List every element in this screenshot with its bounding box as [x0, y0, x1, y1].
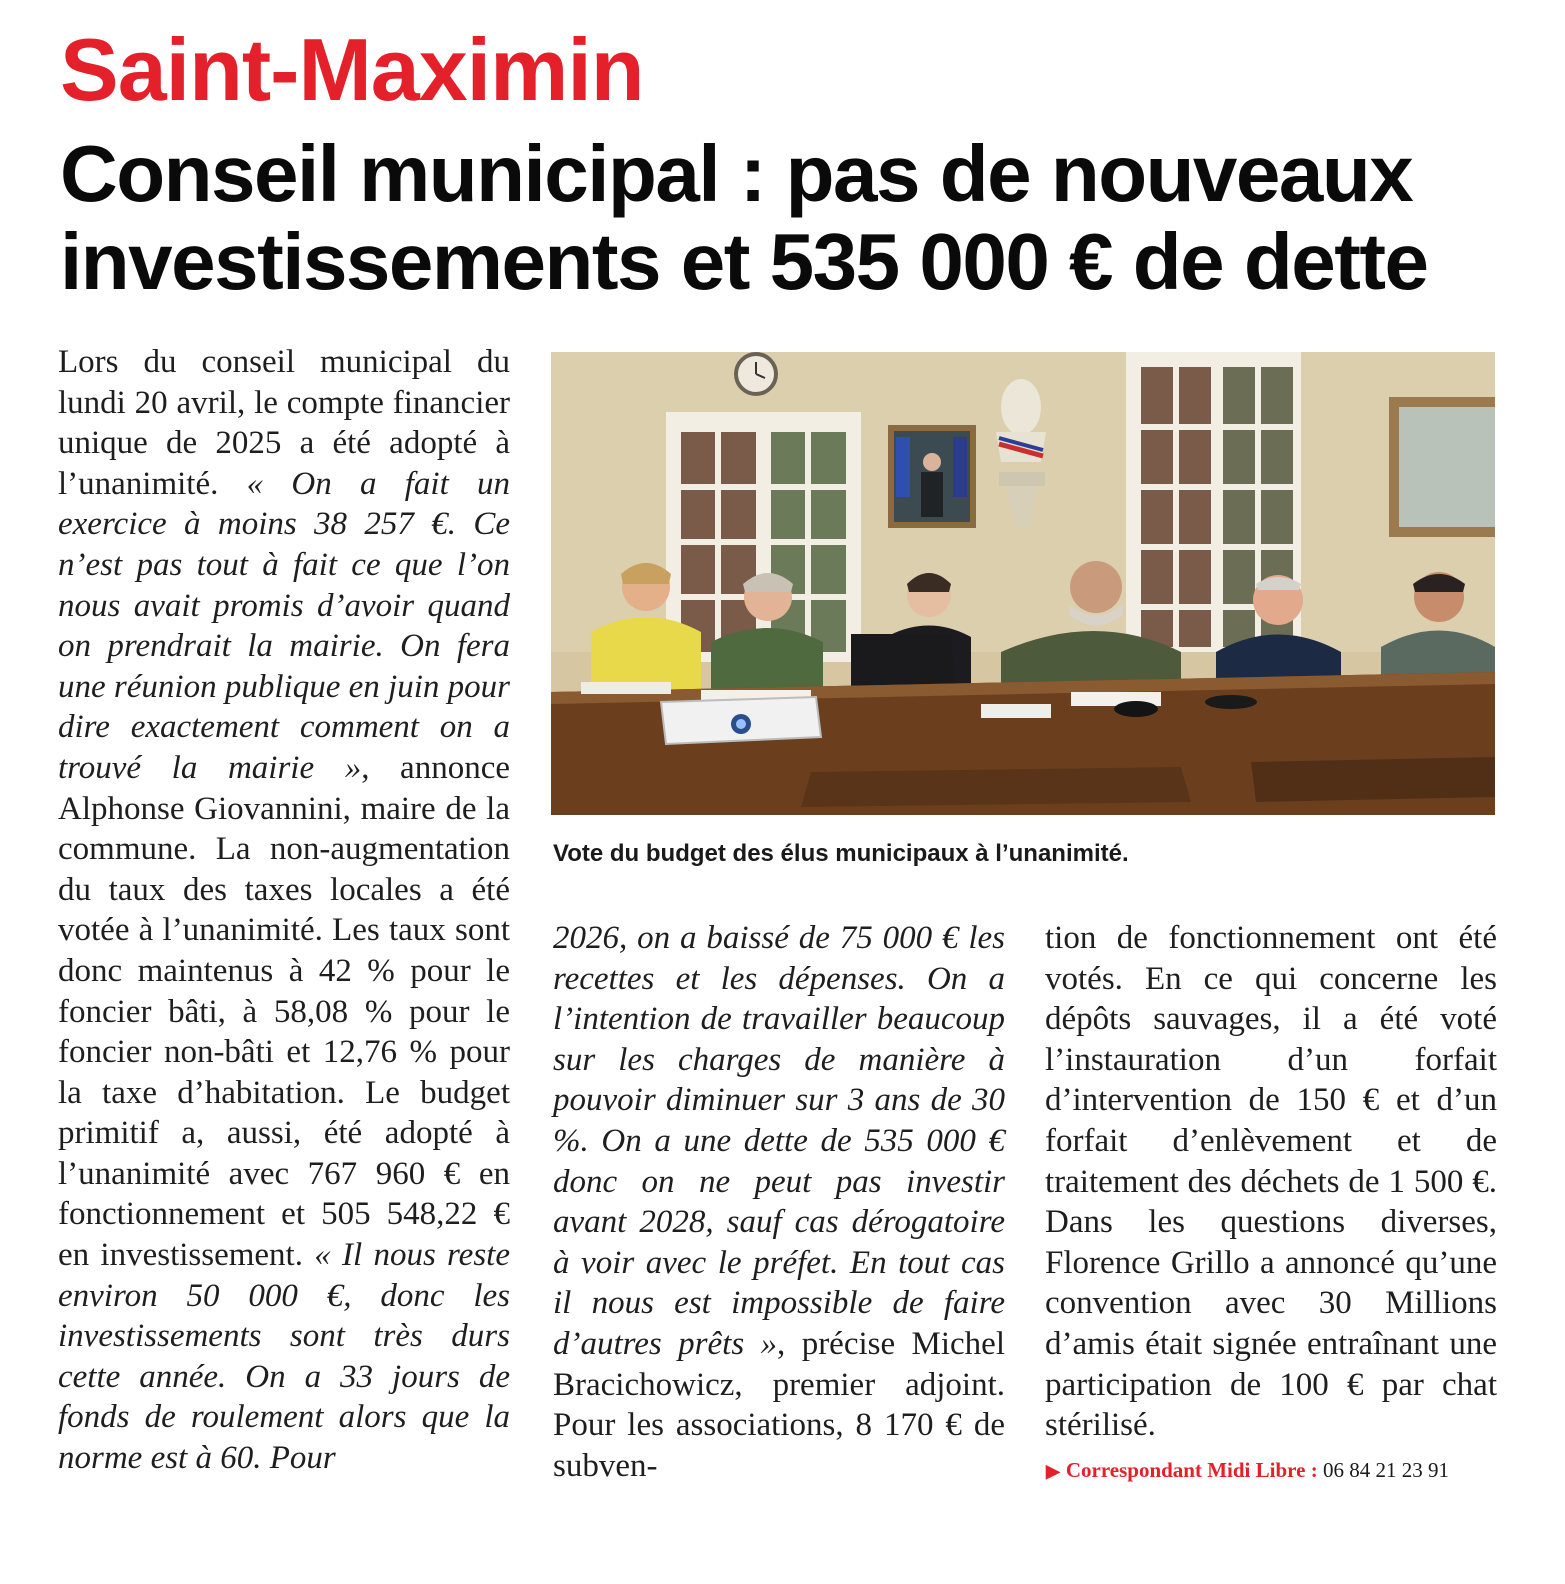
col1-text-2: , annonce Alphonse Giovannini, maire de la commune. La non-augmentation du taux des taxes locales a été votée à l’unanimité. Les taux sont donc maintenus à 42 % pour le foncier bâti, à 58,08 % pour le foncier non-bâti et 12,76 % pour la taxe d’habitation. Le budget primitif a, aussi, été adopté à l’unanimité avec 767 960 € en fonctionnement et 505 548,22 € en investissement.: [58, 749, 519, 1274]
projector: [661, 697, 821, 744]
presidential-portrait: [888, 425, 976, 528]
col2-quote: 2026, on a baissé de 75 000 € les recettes et les dépenses. On a l’intention de travailler beaucoup sur les charges de manière à pouvoir diminuer sur 3 ans de 30 %. On a une dette de 535 000 € donc on ne peut pas investir avant 2028, sauf cas dérogatoire à voir avec le préfet. En tout cas il nous est impossible de faire d’autres prêts »: [553, 920, 1014, 1362]
col1-quote-2: « Il nous reste environ 50 000 €, donc les investissements sont très durs cette année. On a 33 jours de fonds de roulement alors que la norme est à 60. Pour: [58, 1237, 519, 1477]
body-column-2: [553, 918, 1014, 1486]
body-column-3: [1045, 918, 1506, 1446]
article-headline: Conseil municipal : pas de nouveaux investissements et 535 000 € de dette: [60, 129, 1428, 306]
col1-quote-1: « On a fait un exercice à moins 38 257 €. Ce n’est pas tout à fait ce que l’on nous avait promis d’avoir quand on prendrait la mairie. On fera une réunion publique en juin pour dire exactement comment on a trouvé la mairie »: [58, 465, 519, 786]
col3-text: tion de fonctionnement ont été votés. En ce qui concerne les dépôts sauvages, il a été voté l’instauration d’un forfait d’intervention de 150 € et d’un forfait d’enlèvement et de traitement des déchets de 1 500 €. Dans les questions diverses, Florence Grillo a annoncé qu’une convention avec 30 Millions d’amis était signée entraînant une participation de 100 € par chat stérilisé.: [1045, 920, 1506, 1444]
correspondent-label: Correspondant Midi Libre: [1065, 1458, 1306, 1482]
credit-separator: :: [1305, 1458, 1323, 1482]
correspondent-credit: [1046, 1458, 1449, 1483]
col2-text: , précise Michel Bracichowicz, premier adjoint. Pour les associations, 8 170 € de subven-: [553, 1325, 1014, 1484]
col1-text-1: Lors du conseil municipal du lundi 20 avril, le compte financier unique de 2025 a été adopté à l’unanimité.: [58, 344, 519, 502]
photo-caption: Vote du budget des élus municipaux à l’unanimité.: [553, 840, 1129, 867]
wall-clock-icon: [736, 354, 776, 394]
council-meeting-photo: [551, 352, 1495, 815]
section-kicker: Saint-Maximin: [60, 20, 644, 119]
window-left: [666, 412, 861, 662]
framed-artwork: [1389, 397, 1495, 537]
body-column-1: [58, 342, 519, 1479]
triangle-right-icon: ▶: [1046, 1461, 1060, 1481]
correspondent-phone: 06 84 21 23 91: [1322, 1458, 1449, 1482]
